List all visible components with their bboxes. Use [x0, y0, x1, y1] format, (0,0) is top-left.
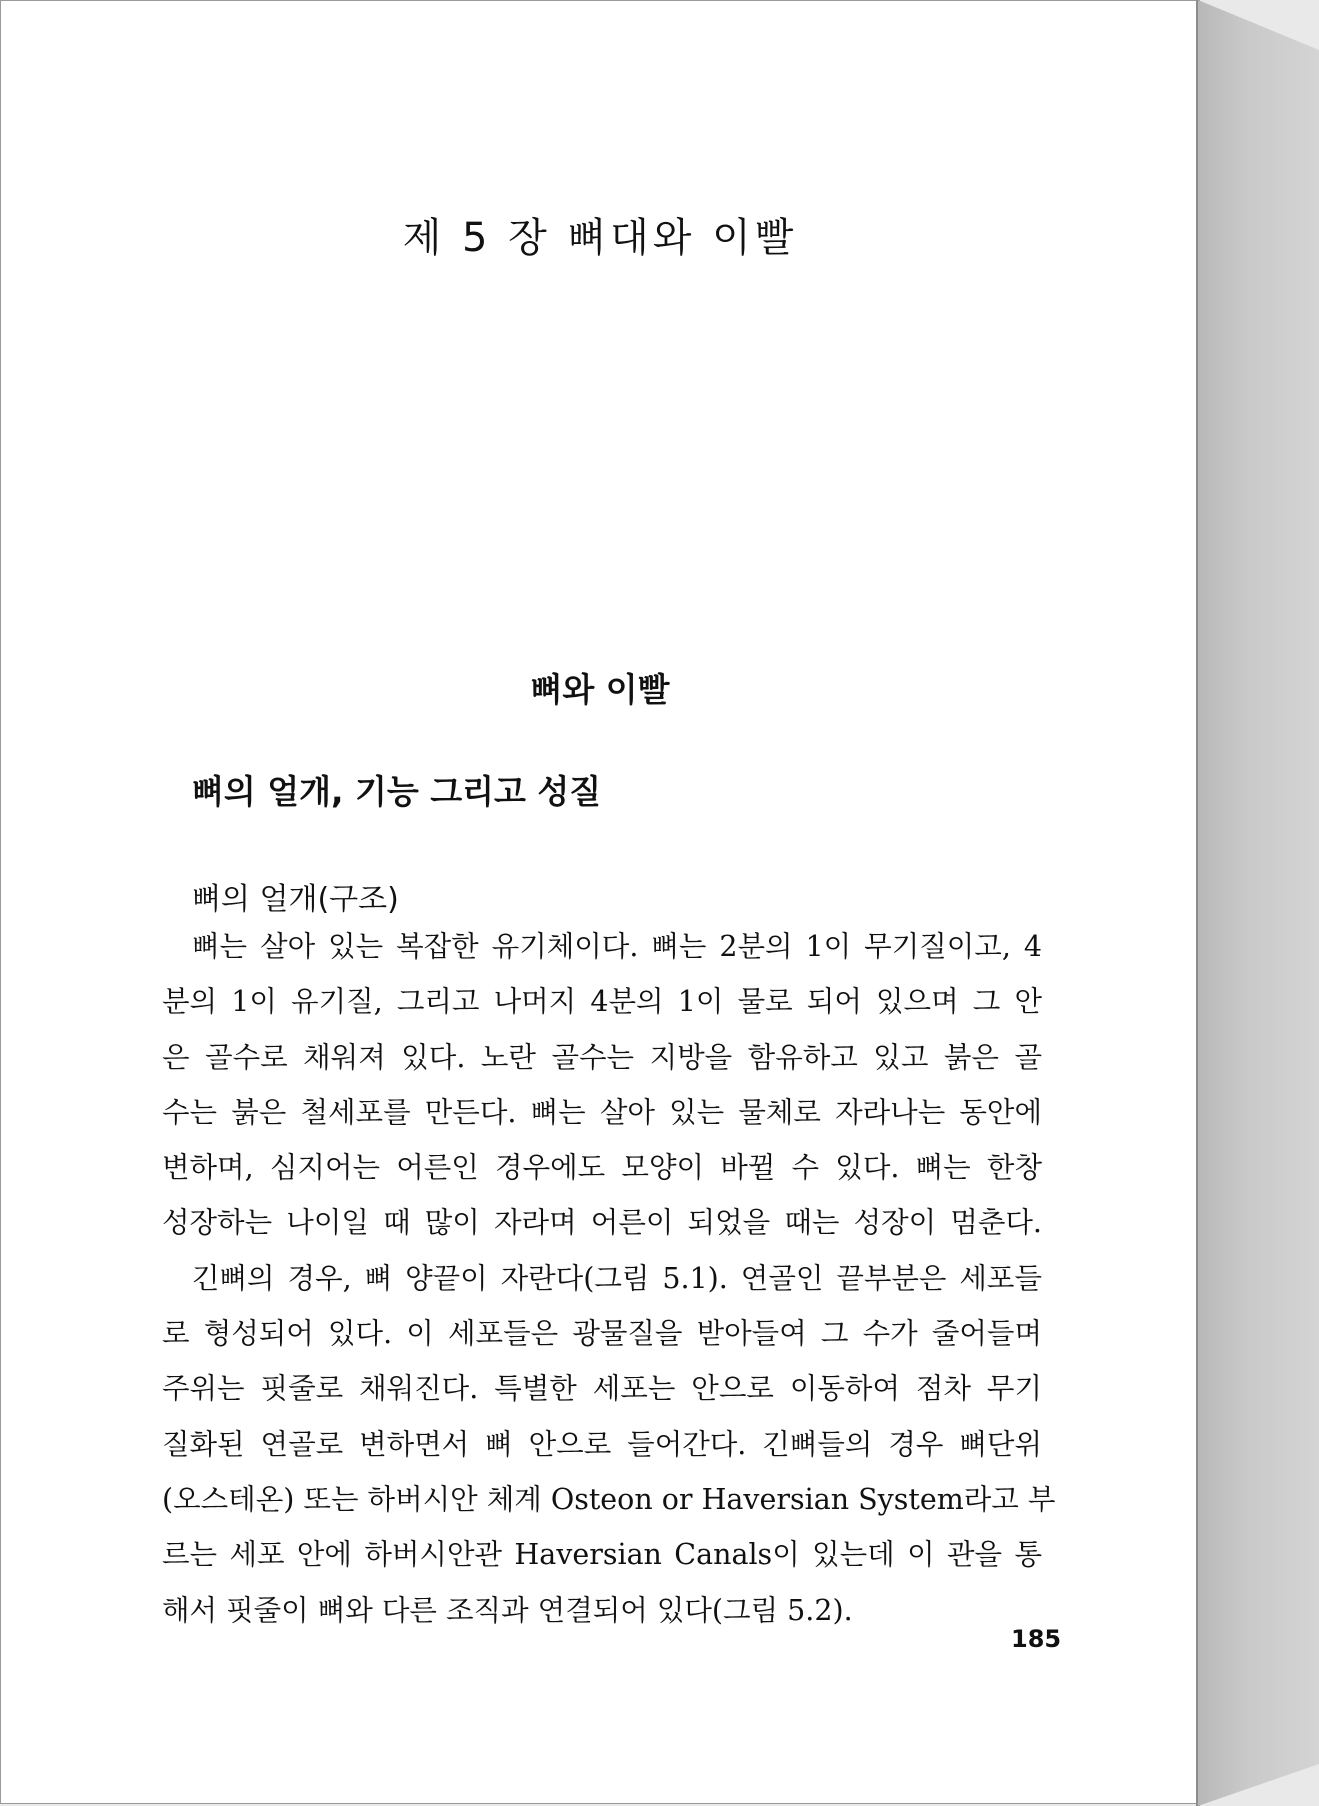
body-line: 수는 붉은 철세포를 만든다. 뼈는 살아 있는 물체로 자라나는 동안에	[162, 1095, 1042, 1129]
body-line: 긴뼈의 경우, 뼈 양끝이 자란다(그림 5.1). 연골인 끝부분은 세포들	[192, 1261, 1042, 1295]
body-line: 성장하는 나이일 때 많이 자라며 어른이 되었을 때는 성장이 멈춘다.	[162, 1206, 1042, 1240]
sub-sub-title: 뼈의 얼개(구조)	[192, 882, 399, 917]
book-spine	[1198, 0, 1319, 1806]
body-line: (오스테온) 또는 하버시안 체계 Osteon or Haversian System라고 부	[162, 1482, 1056, 1516]
body-line: 르는 세포 안에 하버시안관 Haversian Canals이 있는데 이 관을 통	[162, 1538, 1042, 1572]
section-title: 뼈와 이빨	[530, 670, 670, 709]
sub-title: 뼈의 얼개, 기능 그리고 성질	[192, 772, 602, 811]
chapter-title: 제 5 장 뼈대와 이빨	[402, 215, 798, 261]
body-line: 뼈는 살아 있는 복잡한 유기체이다. 뼈는 2분의 1이 무기질이고, 4	[192, 930, 1042, 963]
page-number: 185	[1011, 1625, 1062, 1653]
body-line: 분의 1이 유기질, 그리고 나머지 4분의 1이 물로 되어 있으며 그 안	[162, 985, 1042, 1019]
body-line: 은 골수로 채워져 있다. 노란 골수는 지방을 함유하고 있고 붉은 골	[162, 1040, 1042, 1074]
body-line: 해서 핏줄이 뼈와 다른 조직과 연결되어 있다(그림 5.2).	[162, 1593, 853, 1627]
body-paragraphs	[162, 919, 1056, 1638]
body-line: 질화된 연골로 변하면서 뼈 안으로 들어간다. 긴뼈들의 경우 뼈단위	[162, 1427, 1042, 1461]
body-line: 변하며, 심지어는 어른인 경우에도 모양이 바뀔 수 있다. 뼈는 한창	[162, 1151, 1042, 1185]
body-line: 주위는 핏줄로 채워진다. 특별한 세포는 안으로 이동하여 점차 무기	[162, 1372, 1042, 1406]
body-line: 로 형성되어 있다. 이 세포들은 광물질을 받아들여 그 수가 줄어들며	[162, 1317, 1042, 1351]
